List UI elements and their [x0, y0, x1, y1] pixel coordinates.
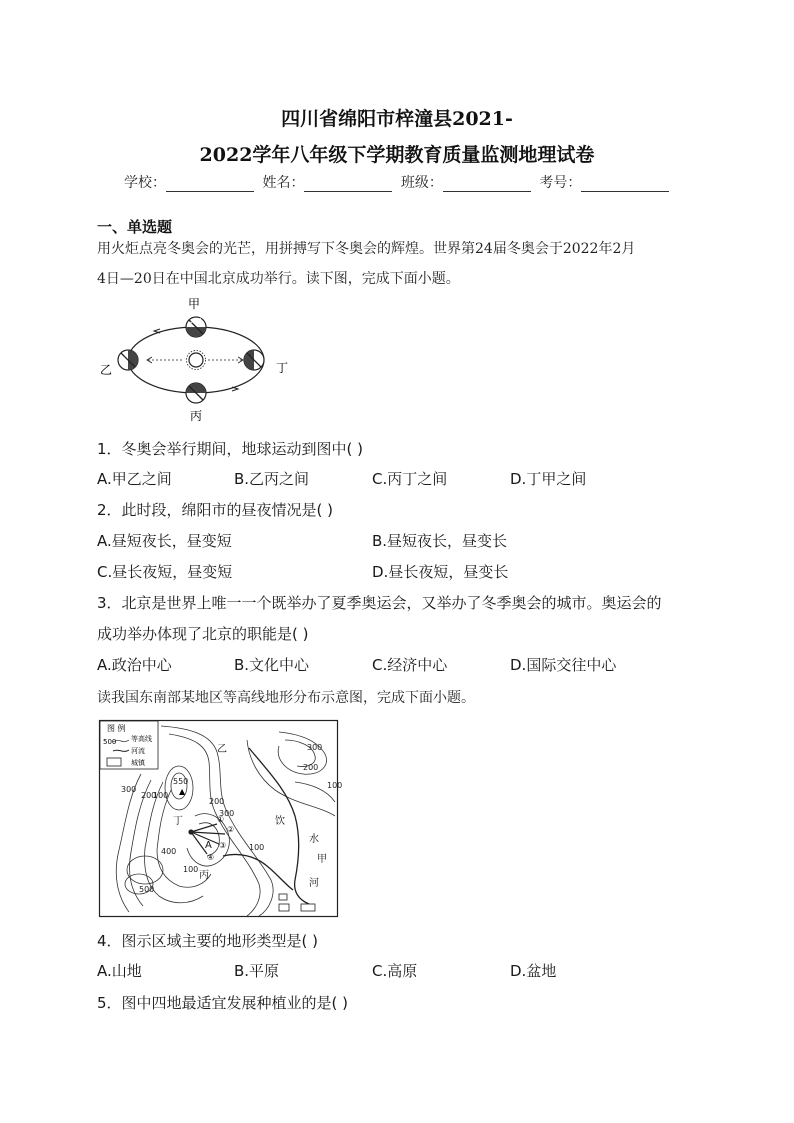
q3-option-b[interactable]: B.文化中心 [234, 656, 310, 674]
contour-label: 200 [303, 763, 319, 772]
q2-option-d[interactable]: D.昼长夜短，昼变长 [372, 563, 509, 581]
q1-option-d[interactable]: D.丁甲之间 [510, 470, 587, 488]
q4-option-a[interactable]: A.山地 [97, 962, 142, 980]
contour-map [99, 720, 343, 918]
q2-option-a[interactable]: A.昼短夜长，昼变短 [97, 532, 232, 550]
question-3-stem: 3．北京是世界上唯一一个既举办了夏季奥运会，又举办了冬季奥会的城市。奥运会的 [97, 594, 662, 612]
river-label-he: 河 [309, 878, 319, 889]
school-blank[interactable] [166, 177, 254, 192]
legend-contour-sample: 500 [103, 738, 117, 746]
map-legend [100, 721, 158, 769]
question-4-stem: 4．图示区域主要的地形类型是( ) [97, 932, 319, 950]
earth-orbit-diagram [96, 296, 296, 422]
contour-label: 550 [173, 777, 189, 786]
student-info-row [124, 172, 673, 192]
place-jia: 甲 [317, 854, 327, 865]
orbit-label-jia: 甲 [187, 297, 201, 311]
place-a: A [205, 840, 212, 851]
contour-label: 100 [183, 865, 199, 874]
contour-label: 200 [209, 797, 225, 806]
river-label-shui: 水 [309, 834, 319, 845]
orbit-label-ding: 丁 [275, 361, 289, 375]
name-label: 姓名： [262, 175, 305, 191]
peak-icon: ▲ [179, 787, 186, 796]
earth-icon-jia [186, 317, 206, 337]
orbit-label-yi: 乙 [99, 363, 113, 377]
contour-label: 200 [141, 791, 157, 800]
q3-option-a[interactable]: A.政治中心 [97, 656, 172, 674]
title-line-1: 四川省绵阳市梓潼县2021- [281, 108, 513, 130]
earth-icon-bing [186, 383, 206, 403]
q3-option-c[interactable]: C.经济中心 [372, 656, 448, 674]
place-ding: 丁 [173, 816, 183, 827]
earth-icon-ding [244, 350, 264, 370]
orbit-arrow-icon [232, 387, 238, 391]
q2-option-c[interactable]: C.昼长夜短，昼变短 [97, 563, 233, 581]
passage-1-line-1: 用火炬点亮冬奥会的光芒，用拼搏写下冬奥会的辉煌。世界第24届冬奥会于2022年2月 [97, 241, 636, 257]
q1-option-c[interactable]: C.丙丁之间 [372, 470, 448, 488]
town-icon [279, 904, 289, 911]
class-blank[interactable] [443, 177, 531, 192]
legend-contour-label: 等高线 [131, 735, 152, 743]
q2-option-b[interactable]: B.昼短夜长，昼变长 [372, 532, 508, 550]
marker-3: ③ [219, 841, 227, 850]
school-label: 学校： [124, 175, 166, 191]
q1-option-b[interactable]: B.乙丙之间 [234, 470, 310, 488]
river-label-yin: 饮 [275, 816, 285, 827]
place-bing: 丙 [199, 870, 209, 881]
contour-label: 400 [161, 847, 177, 856]
contour-label: 500 [139, 885, 155, 894]
q4-option-b[interactable]: B.平原 [234, 962, 280, 980]
number-label: 考号： [539, 175, 582, 191]
q1-option-a[interactable]: A.甲乙之间 [97, 470, 172, 488]
question-5-stem: 5．图中四地最适宜发展种植业的是( ) [97, 994, 349, 1012]
class-label: 班级： [400, 175, 443, 191]
number-blank[interactable] [581, 177, 669, 192]
orbit-label-bing: 丙 [189, 409, 203, 423]
contour-label: 100 [249, 843, 265, 852]
marker-4: ④ [207, 853, 215, 862]
marker-2: ② [227, 825, 235, 834]
title-line-2: 2022学年八年级下学期教育质量监测地理试卷 [199, 144, 595, 166]
section-title: 一、单选题 [97, 218, 173, 236]
legend-river-label: 河流 [131, 747, 145, 755]
q4-option-d[interactable]: D.盆地 [510, 962, 557, 980]
contour-label: 300 [307, 743, 323, 752]
legend-title: 图 例 [107, 724, 126, 733]
q3-option-d[interactable]: D.国际交往中心 [510, 656, 617, 674]
question-3-stem-cont: 成功举办体现了北京的职能是( ) [97, 625, 309, 643]
passage-1-line-2: 4日—20日在中国北京成功举行。读下图，完成下面小题。 [97, 271, 460, 287]
question-1-stem: 1．冬奥会举行期间，地球运动到图中( ) [97, 440, 364, 458]
legend-town-label: 城镇 [131, 759, 145, 767]
sun-icon [187, 351, 206, 370]
q4-option-c[interactable]: C.高原 [372, 962, 418, 980]
orbit-arrow-icon [154, 329, 160, 333]
contour-label: 300 [219, 809, 235, 818]
passage-2: 读我国东南部某地区等高线地形分布示意图，完成下面小题。 [97, 690, 475, 706]
place-yi: 乙 [217, 744, 227, 755]
question-2-stem: 2．此时段，绵阳市的昼夜情况是( ) [97, 501, 334, 519]
name-blank[interactable] [304, 177, 392, 192]
contour-label: 300 [121, 785, 137, 794]
town-icon [301, 904, 315, 911]
marker-1: ① [217, 815, 225, 824]
contour-label: 100 [153, 791, 169, 800]
contour-label: 100 [327, 781, 343, 790]
earth-icon-yi [118, 350, 138, 370]
town-icon [279, 894, 287, 900]
